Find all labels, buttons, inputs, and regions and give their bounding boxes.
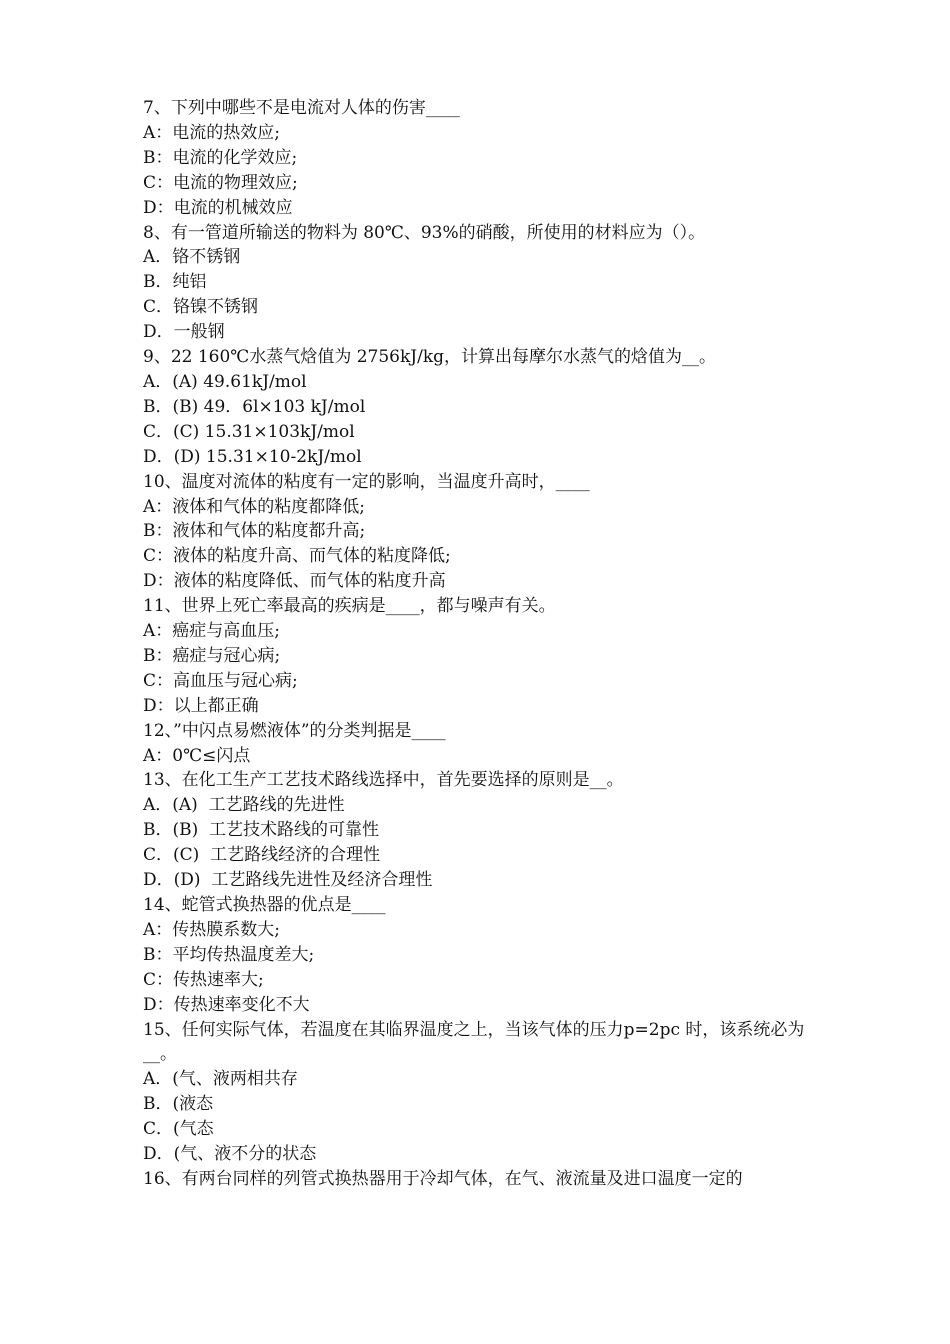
- question-14-option-d: D：传热速率变化不大: [143, 994, 310, 1015]
- question-13-option-c: C．(C) 工艺路线经济的合理性: [143, 845, 381, 866]
- question-14-option-b: B：平均传热温度差大;: [143, 944, 315, 965]
- question-10-option-b: B：液体和气体的粘度都升高;: [143, 521, 366, 542]
- question-11-option-b: B：癌症与冠心病;: [143, 645, 281, 666]
- question-11-option-a: A：癌症与高血压;: [143, 621, 281, 642]
- question-7-option-d: D：电流的机械效应: [143, 197, 293, 218]
- question-16-stem: 16、有两台同样的列管式换热器用于冷却气体，在气、液流量及进口温度一定的: [143, 1168, 743, 1189]
- question-10-option-d: D：液体的粘度降低、而气体的粘度升高: [143, 571, 446, 592]
- question-7-stem: 7、下列中哪些不是电流对人体的伤害____: [143, 98, 460, 118]
- question-9-option-c: C．(C) 15.31×103kJ/mol: [143, 421, 355, 442]
- question-8-option-a: A．铬不锈钢: [143, 247, 241, 268]
- question-11-option-c: C：高血压与冠心病;: [143, 670, 298, 691]
- question-12-stem: 12、”中闪点易燃液体”的分类判据是____: [143, 720, 446, 741]
- question-8-option-b: B．纯铝: [143, 272, 207, 293]
- question-13-option-a: A．(A) 工艺路线的先进性: [143, 795, 345, 816]
- question-13-option-d: D．(D) 工艺路线先进性及经济合理性: [143, 870, 433, 891]
- question-9-option-b: B．(B) 49．6l×103 kJ/mol: [143, 396, 366, 417]
- question-10-option-c: C：液体的粘度升高、而气体的粘度降低;: [143, 546, 451, 567]
- question-10-stem: 10、温度对流体的粘度有一定的影响，当温度升高时，____: [143, 471, 590, 492]
- question-15-option-b: B．(液态: [143, 1094, 214, 1115]
- question-9-option-d: D．(D) 15.31×10-2kJ/mol: [143, 446, 362, 467]
- question-13-option-b: B．(B) 工艺技术路线的可靠性: [143, 820, 380, 841]
- question-15-option-d: D．(气、液不分的状态: [143, 1144, 317, 1165]
- question-13-stem: 13、在化工生产工艺技术路线选择中，首先要选择的原则是__。: [143, 770, 624, 791]
- question-14-stem: 14、蛇管式换热器的优点是____: [143, 895, 386, 915]
- question-7-option-a: A：电流的热效应;: [143, 122, 281, 143]
- question-9-stem: 9、22 160℃水蒸气焓值为 2756kJ/kg，计算出每摩尔水蒸气的焓值为__。: [143, 347, 717, 368]
- question-10-option-a: A：液体和气体的粘度都降低;: [143, 496, 366, 517]
- question-15-option-a: A．(气、液两相共存: [143, 1069, 298, 1090]
- question-11-stem: 11、世界上死亡率最高的疾病是____，都与噪声有关。: [143, 596, 556, 617]
- question-7-option-b: B：电流的化学效应;: [143, 147, 298, 168]
- question-15-stem: 15、任何实际气体，若温度在其临界温度之上，当该气体的压力p=2pc 时，该系统必为__。: [143, 1019, 805, 1065]
- question-7-option-c: C：电流的物理效应;: [143, 172, 298, 193]
- question-14-option-c: C：传热速率大;: [143, 969, 264, 990]
- question-15-option-c: C．(气态: [143, 1119, 214, 1140]
- document-body: [143, 96, 813, 1192]
- question-8-option-d: D．一般钢: [143, 322, 225, 343]
- question-11-option-d: D：以上都正确: [143, 695, 259, 716]
- question-8-option-c: C．铬镍不锈钢: [143, 297, 259, 318]
- question-12-option-a: A：0℃≤闪点: [143, 745, 251, 766]
- question-8-stem: 8、有一管道所输送的物料为 80℃、93%的硝酸，所使用的材料应为（）。: [143, 222, 706, 243]
- question-14-option-a: A：传热膜系数大;: [143, 919, 281, 940]
- question-9-option-a: A．(A) 49.61kJ/mol: [143, 371, 307, 392]
